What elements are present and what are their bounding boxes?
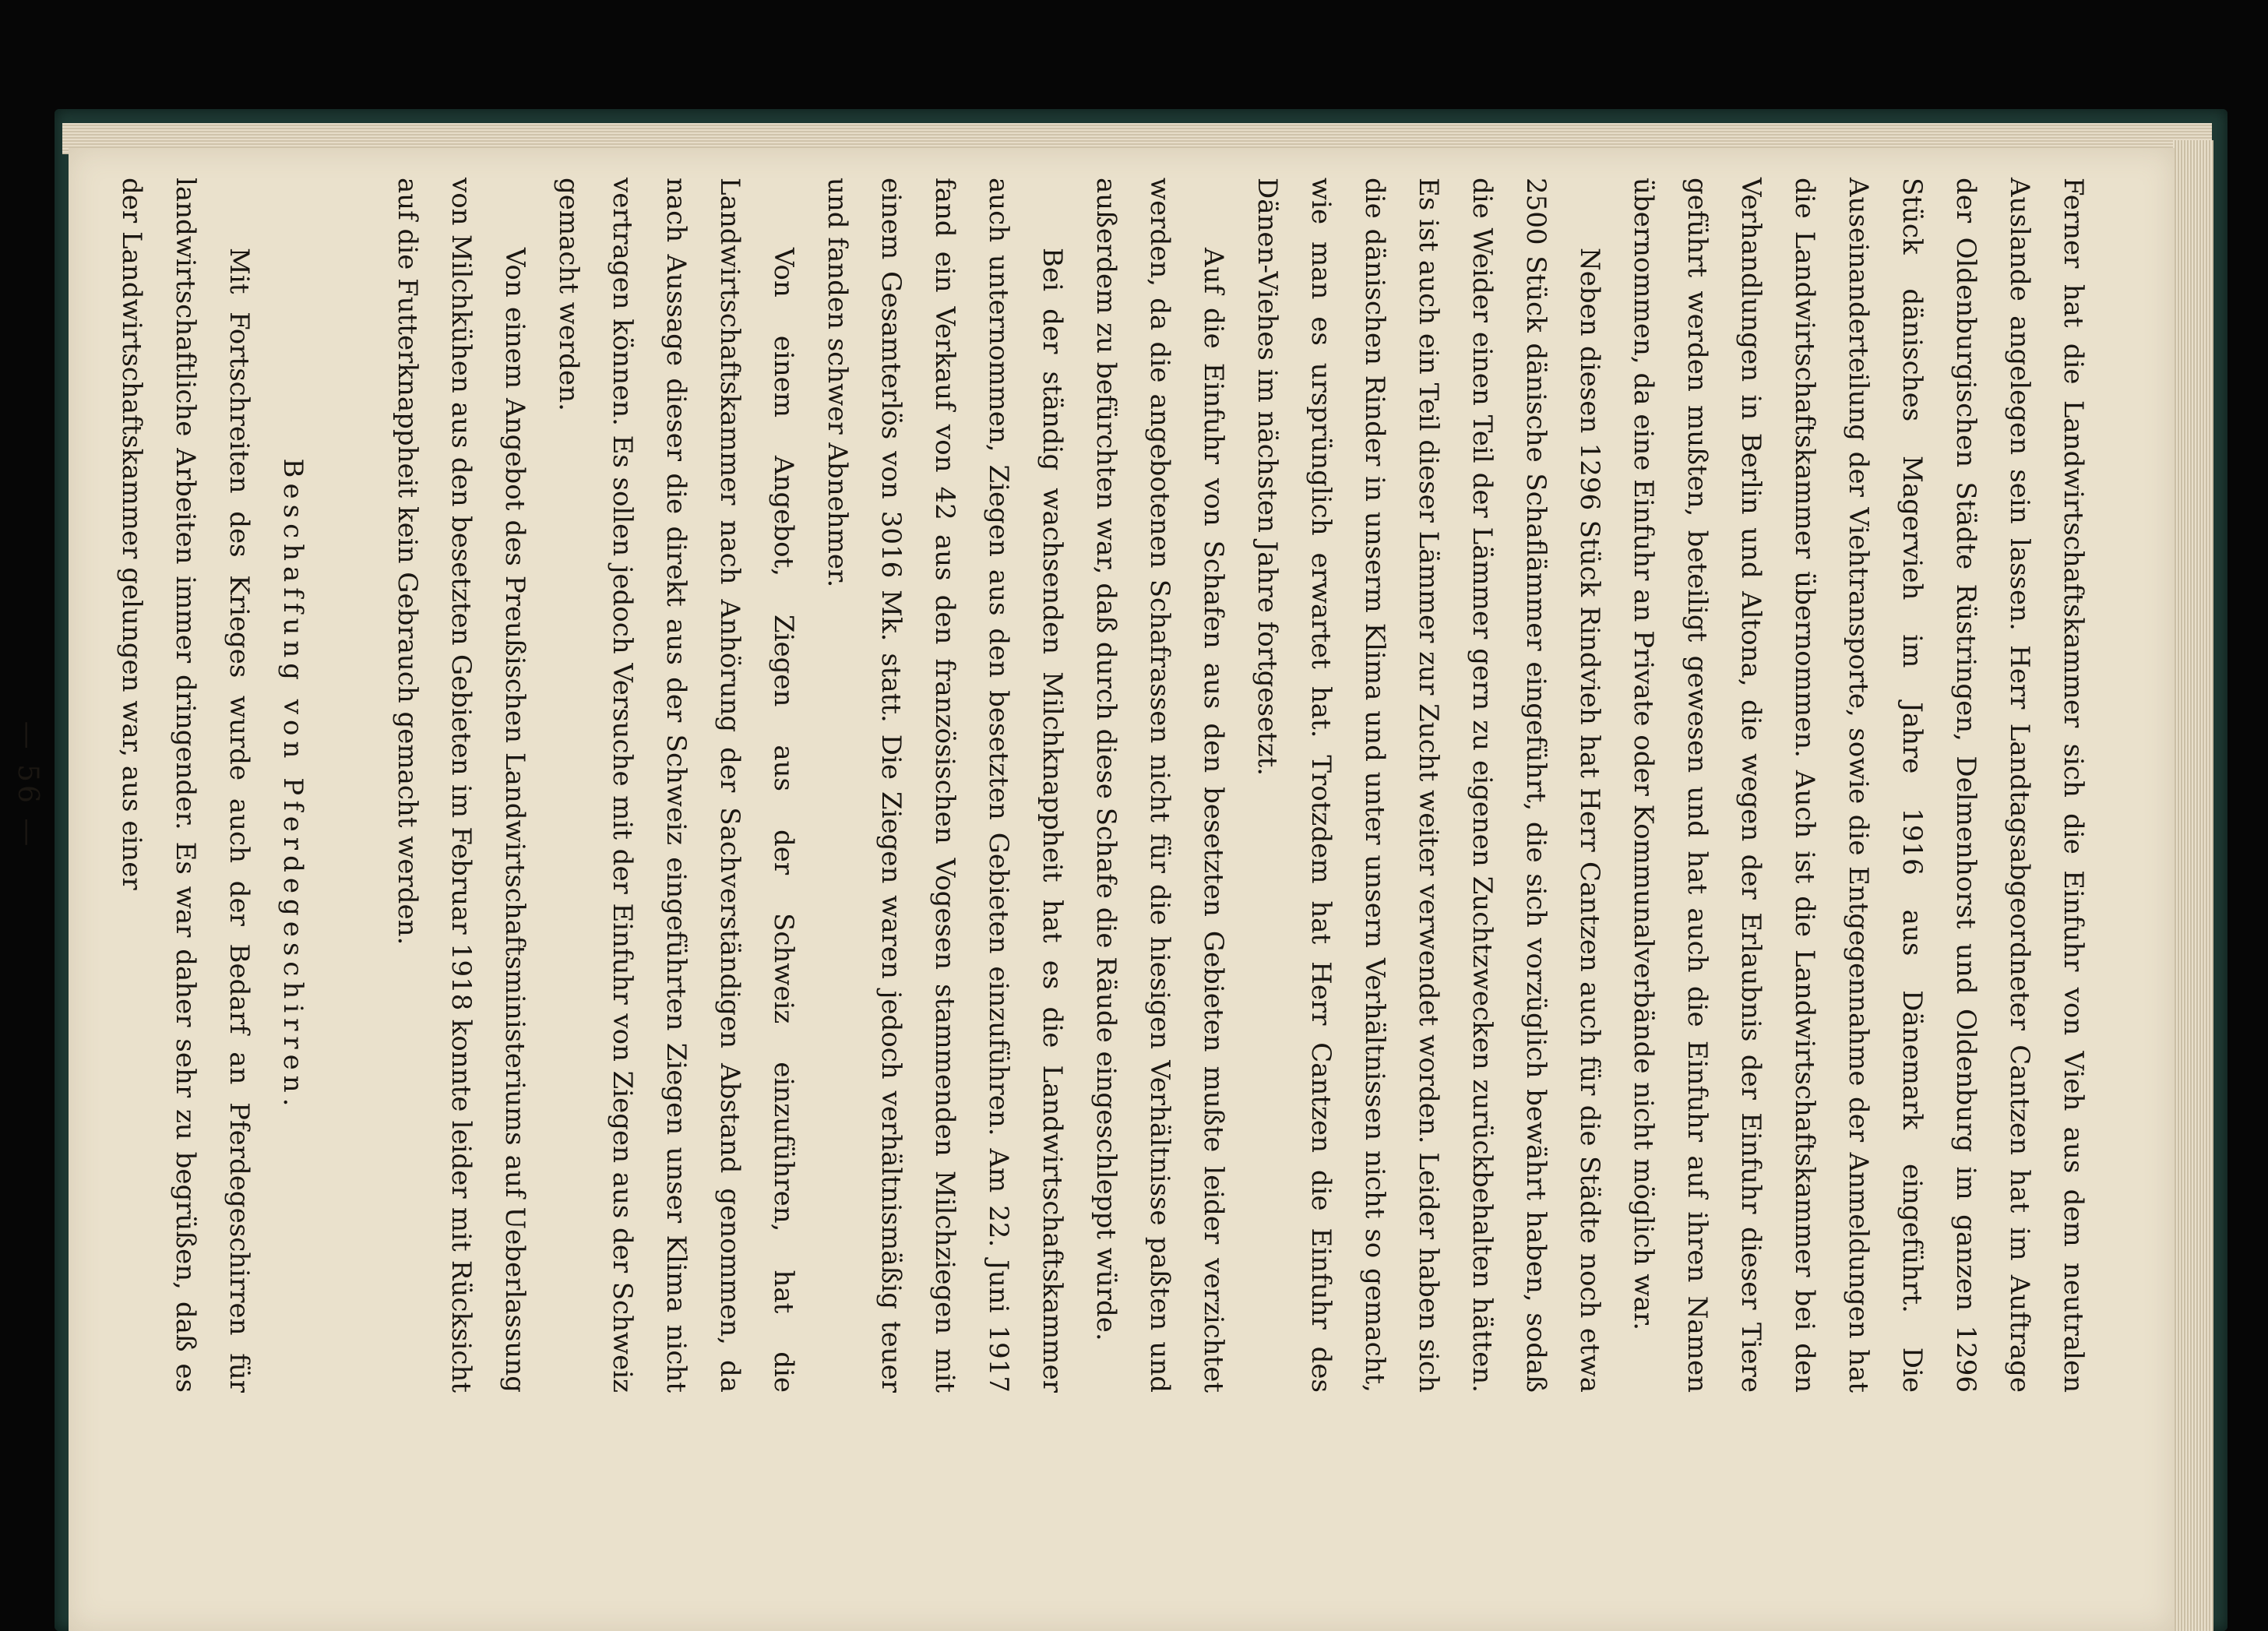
section-heading: Beschaffung von Pferdegeschirren. (277, 458, 308, 1112)
paragraph-2: Neben diesen 1296 Stück Rindvieh hat Herr Cantzen auch für die Städte noch etwa 2500 Stück dänische Schaflämmer eingeführt, die sich vorzüglich bewährt haben, sodaß die Weider einen Teil der Lämmer gern zu eigenen Zuchtzwecken zurückbehalten hätten. Es ist auch ein Teil dieser Lämmer zur Zucht weiter verwendet worden. Leider haben sich die dänischen Rinder in unserm Klima und unter unsern Verhältnissen nicht so gemacht, wie man es ursprünglich erwartet hat. Trotzdem hat Herr Cantzen die Einfuhr des Dänen-Viehes im nächsten Jahre fortgesetzt. (1252, 178, 1605, 1393)
paragraph-7: Mit Fortschreiten des Krieges wurde auch der Bedarf an Pferdegeschirren für landwirtschaftliche Arbeiten immer dringender. Es war daher sehr zu begrüßen, daß es der Landwirtschaftskammer gelungen war, aus einer (116, 178, 255, 1393)
paragraph-4: Bei der ständig wachsenden Milchknappheit hat es die Landwirtschaftskammer auch unternommen, Ziegen aus den besetzten Gebieten einzuführen. Am 22. Juni 1917 fand ein Verkauf von 42 aus den französischen Vogesen stammenden Milchziegen mit einem Gesamterlös von 3016 Mk. statt. Die Ziegen waren jedoch verhältnismäßig teuer und fanden schwer Abnehmer. (822, 178, 1068, 1393)
page-number: — 56 — (12, 720, 44, 850)
page-edges-right (2173, 140, 2213, 1631)
rotated-text-block (12, 178, 2100, 1393)
paragraph-3: Auf die Einfuhr von Schafen aus den besetzten Gebieten mußte leider verzichtet werden, da die angebotenen Schafrassen nicht für die hiesigen Verhältnisse paßten und außerdem zu befürchten war, daß durch diese Schafe die Räude eingeschleppt würde. (1090, 178, 1229, 1393)
paragraph-1: Ferner hat die Landwirtschaftskammer sich die Einfuhr von Vieh aus dem neutralen Auslande angelegen sein lassen. Herr Landtagsabgeordneter Cantzen hat im Auftrage der Oldenburgischen Städte Rüstringen, Delmenhorst und Oldenburg im ganzen 1296 Stück dänisches Magervieh im Jahre 1916 aus Dänemark eingeführt. Die Auseinanderteilung der Viehtransporte, sowie die Entgegennahme der Anmeldungen hat die Landwirtschaftskammer übernommen. Auch ist die Landwirtschaftskammer bei den Verhandlungen in Berlin und Altona, die wegen der Erlaubnis der Einfuhr dieser Tiere geführt werden mußten, beteiligt gewesen und hat auch die Einfuhr auf ihren Namen übernommen, da eine Einfuhr an Private oder Kommunalverbände nicht möglich war. (1628, 178, 2089, 1393)
paragraph-5: Von einem Angebot, Ziegen aus der Schweiz einzuführen, hat die Landwirtschaftskammer nach Anhörung der Sachverständigen Abstand genommen, da nach Aussage dieser die direkt aus der Schweiz eingeführten Ziegen unser Klima nicht vertragen können. Es sollen jedoch Versuche mit der Einfuhr von Ziegen aus der Schweiz gemacht werden. (553, 178, 799, 1393)
paragraph-6: Von einem Angebot des Preußischen Landwirtschaftsministeriums auf Ueberlassung von Milchkühen aus den besetzten Gebieten im Februar 1918 konnte leider mit Rücksicht auf die Futterknappheit kein Gebrauch gemacht werden. (392, 178, 530, 1393)
